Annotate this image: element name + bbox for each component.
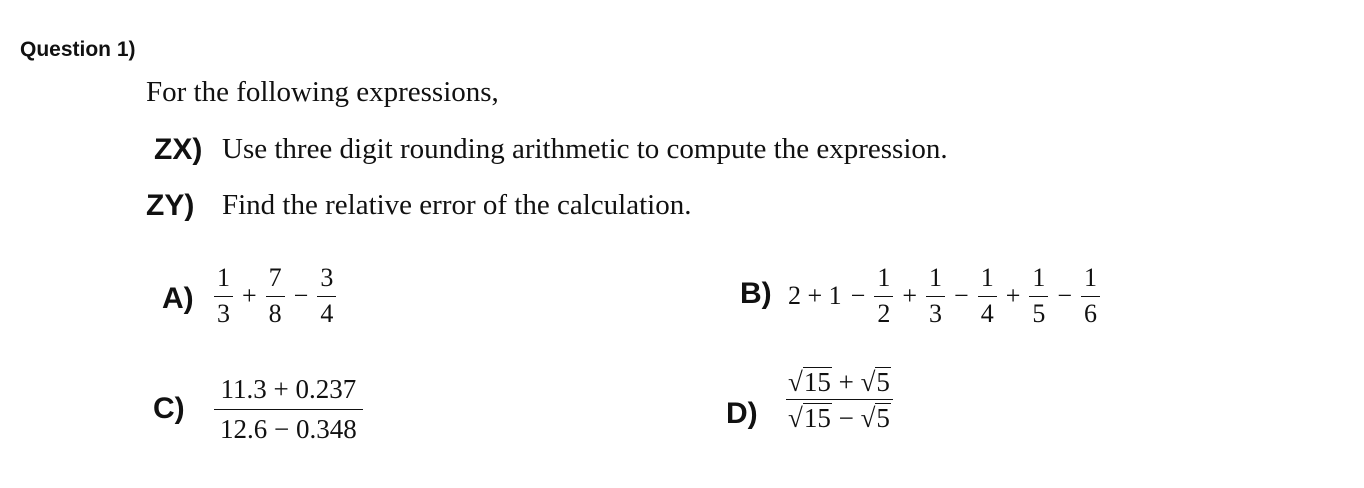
task-zx-text: Use three digit rounding arithmetic to compute the expression. [222, 133, 948, 165]
operator: − [850, 281, 866, 310]
denominator: 3 [217, 299, 230, 328]
fraction [1029, 265, 1048, 327]
numerator [786, 367, 893, 399]
square-root [788, 403, 832, 432]
operator: − [1057, 281, 1073, 310]
radical-sign-icon: √ [788, 403, 803, 433]
denominator: 2 [877, 299, 891, 328]
expression-lead: 2 + 1 [788, 281, 842, 310]
fraction [786, 367, 893, 432]
numerator: 1 [217, 263, 230, 292]
denominator: 6 [1084, 299, 1098, 328]
fraction [214, 376, 363, 443]
instructions-intro: For the following expressions, [146, 76, 499, 108]
square-root [861, 367, 891, 396]
fraction [266, 265, 285, 327]
radicand: 15 [803, 403, 831, 433]
denominator: 5 [1032, 299, 1046, 328]
numerator: 1 [980, 263, 994, 292]
numerator: 7 [268, 263, 282, 292]
operator: + [902, 281, 918, 310]
numerator: 1 [1084, 263, 1098, 292]
operator: + [831, 367, 861, 397]
radical-sign-icon: √ [860, 403, 876, 433]
problem-b-expression [788, 265, 1100, 327]
problem-b-label: B) [740, 277, 772, 310]
fraction [978, 265, 997, 327]
fraction [317, 265, 336, 327]
task-zy-text: Find the relative error of the calculation. [222, 189, 692, 221]
numerator: 3 [320, 263, 334, 292]
fraction [874, 265, 893, 327]
denominator: 4 [320, 299, 334, 328]
problem-a-expression [214, 265, 336, 327]
numerator: 11.3 + 0.237 [220, 374, 357, 404]
problem-d-expression [786, 367, 893, 432]
operator: + [242, 281, 257, 310]
denominator: 4 [980, 299, 994, 328]
numerator: 1 [929, 263, 943, 292]
problem-c-label: C) [153, 392, 185, 425]
fraction [1081, 265, 1100, 327]
numerator: 1 [1032, 263, 1046, 292]
radicand: 5 [876, 403, 890, 433]
denominator: 12.6 − 0.348 [220, 414, 357, 444]
operator: + [1005, 281, 1021, 310]
problem-c-expression [214, 376, 363, 443]
problem-a-label: A) [162, 282, 194, 315]
radical-sign-icon: √ [788, 367, 803, 397]
task-zx-label: ZX) [154, 133, 203, 166]
operator: − [293, 281, 309, 310]
problem-d-label: D) [726, 397, 758, 430]
question-title: Question 1) [20, 38, 136, 61]
denominator [786, 400, 893, 432]
operator: − [954, 281, 969, 310]
fraction [214, 265, 233, 327]
radicand: 15 [803, 367, 831, 397]
operator: − [831, 403, 861, 433]
square-root [861, 403, 891, 432]
square-root [788, 367, 832, 396]
fraction [926, 265, 945, 327]
denominator: 3 [929, 299, 943, 328]
radicand: 5 [876, 367, 890, 397]
numerator: 1 [877, 263, 891, 292]
task-zy-label: ZY) [146, 189, 195, 222]
denominator: 8 [268, 299, 282, 328]
radical-sign-icon: √ [860, 367, 876, 397]
